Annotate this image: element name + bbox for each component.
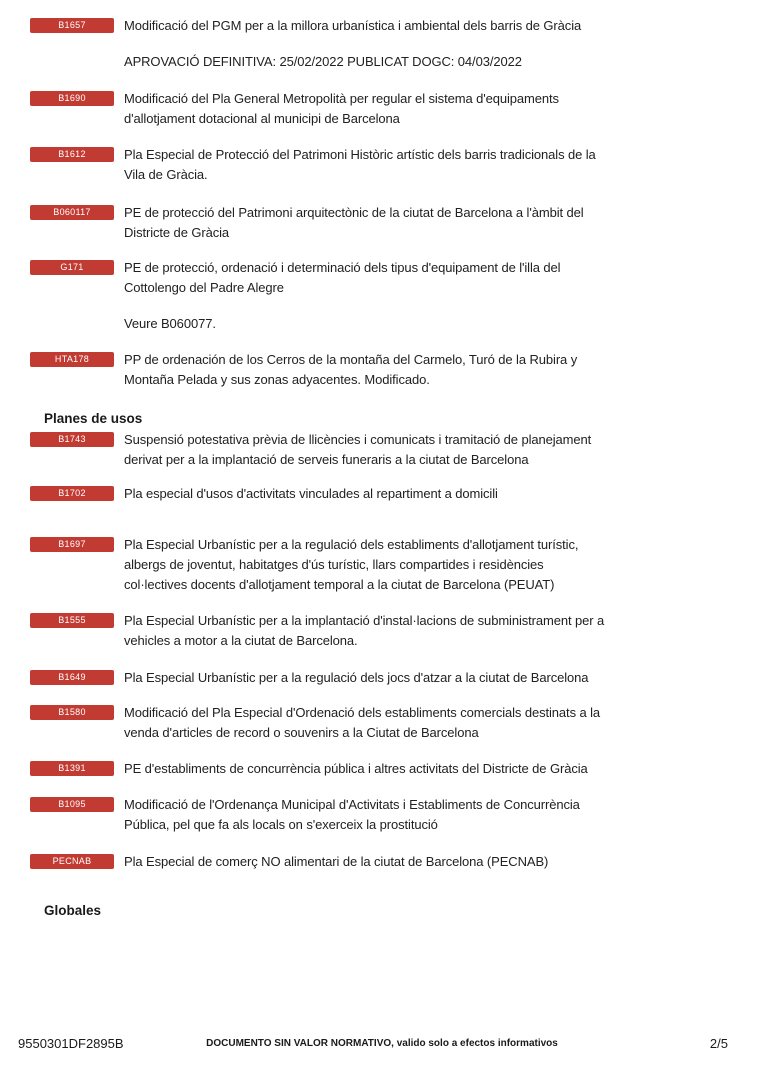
plan-code-badge[interactable]: B1697 [30,537,114,552]
plan-item-b1555 [0,611,764,651]
plan-description: Pla Especial de comerç NO alimentari de la ciutat de Barcelona (PECNAB) [124,854,549,869]
plan-description: PE de protecció, ordenació i determinació dels tipus d'equipament de l'illa del Cottolengo del Padre Alegre [124,260,561,295]
plan-text-column [124,203,606,243]
plan-description: Pla Especial Urbanístic per a la regulació dels establiments d'allotjament turístic, albergs de joventut, habitatges d'ús turístic, llars compartides i residències col·lectives docents d'allotjament temporal a la ciutat de Barcelona (PEUAT) [124,537,579,592]
plan-item-b1743 [0,430,764,470]
plan-text-column [124,16,606,72]
plan-description: Modificació del Pla General Metropolità per regular el sistema d'equipaments d'allotjament dotacional al municipi de Barcelona [124,91,559,126]
plan-code-badge[interactable]: HTA178 [30,352,114,367]
plan-item-g171 [0,258,764,334]
plan-code-badge[interactable]: B1690 [30,91,114,106]
plan-item-b1702 [0,484,764,504]
section-heading-planes-de-usos: Planes de usos [44,411,143,426]
plan-item-b1697 [0,535,764,595]
document-id: 9550301DF2895B [18,1036,124,1051]
plan-code-badge[interactable]: B1555 [30,613,114,628]
plan-text-column [124,703,606,743]
plan-description: Pla Especial Urbanístic per a la implantació d'instal·lacions de subministrament per a vehicles a motor a la ciutat de Barcelona. [124,613,605,648]
plan-code-badge[interactable]: B1391 [30,761,114,776]
plan-text-column [124,535,606,595]
plan-text-column [124,89,606,129]
reference-note: Veure B060077. [124,316,216,331]
approval-note: APROVACIÓ DEFINITIVA: 25/02/2022 PUBLICAT DOGC: 04/03/2022 [124,54,522,69]
page-footer [0,1036,764,1056]
plan-code-badge[interactable]: PECNAB [30,854,114,869]
plan-item-b060117 [0,203,764,243]
plan-item-b1612 [0,145,764,185]
plan-text-column [124,759,606,779]
footer-disclaimer: DOCUMENTO SIN VALOR NORMATIVO, valido solo a efectos informativos [206,1038,558,1049]
plan-item-b1095 [0,795,764,835]
plan-item-b1657 [0,16,764,72]
plan-description: Pla Especial de Protecció del Patrimoni Històric artístic dels barris tradicionals de la Vila de Gràcia. [124,147,596,182]
plan-description: Pla Especial Urbanístic per a la regulació dels jocs d'atzar a la ciutat de Barcelona [124,670,589,685]
plan-code-badge[interactable]: B060117 [30,205,114,220]
plan-text-column [124,145,606,185]
plan-code-badge[interactable]: B1702 [30,486,114,501]
plan-code-badge[interactable]: B1612 [30,147,114,162]
plan-text-column [124,484,606,504]
plan-text-column [124,852,606,872]
plan-code-badge[interactable]: B1743 [30,432,114,447]
plan-text-column [124,430,606,470]
plan-text-column [124,350,606,390]
plan-item-b1649 [0,668,764,688]
plan-description: PE de protecció del Patrimoni arquitectònic de la ciutat de Barcelona a l'àmbit del Districte de Gràcia [124,205,584,240]
plan-description: Suspensió potestativa prèvia de llicències i comunicats i tramitació de planejament derivat per a la implantació de serveis funeraris a la ciutat de Barcelona [124,432,592,467]
plan-item-b1580 [0,703,764,743]
plan-item-pecnab [0,852,764,872]
plan-code-badge[interactable]: B1095 [30,797,114,812]
plan-description: PE d'establiments de concurrència pública i altres activitats del Districte de Gràcia [124,761,588,776]
plan-description: Modificació de l'Ordenança Municipal d'Activitats i Establiments de Concurrència Pública, pel que fa als locals on s'exerceix la prostitució [124,797,580,832]
plan-text-column [124,258,606,334]
plan-item-b1690 [0,89,764,129]
plan-code-badge[interactable]: B1649 [30,670,114,685]
plan-code-badge[interactable]: B1580 [30,705,114,720]
plan-description: Modificació del Pla Especial d'Ordenació dels establiments comercials destinats a la venda d'articles de record o souvenirs a la Ciutat de Barcelona [124,705,601,740]
plan-text-column [124,668,606,688]
plan-description: Pla especial d'usos d'activitats vinculades al repartiment a domicili [124,486,498,501]
plan-description: Modificació del PGM per a la millora urbanística i ambiental dels barris de Gràcia [124,18,582,33]
page-number: 2/5 [709,1036,728,1051]
plan-description: PP de ordenación de los Cerros de la montaña del Carmelo, Turó de la Rubira y Montaña Pelada y sus zonas adyacentes. Modificado. [124,352,578,387]
section-heading-globales: Globales [44,903,102,918]
plan-text-column [124,611,606,651]
plan-text-column [124,795,606,835]
plan-item-hta178 [0,350,764,390]
plan-code-badge[interactable]: B1657 [30,18,114,33]
plan-item-b1391 [0,759,764,779]
plan-code-badge[interactable]: G171 [30,260,114,275]
